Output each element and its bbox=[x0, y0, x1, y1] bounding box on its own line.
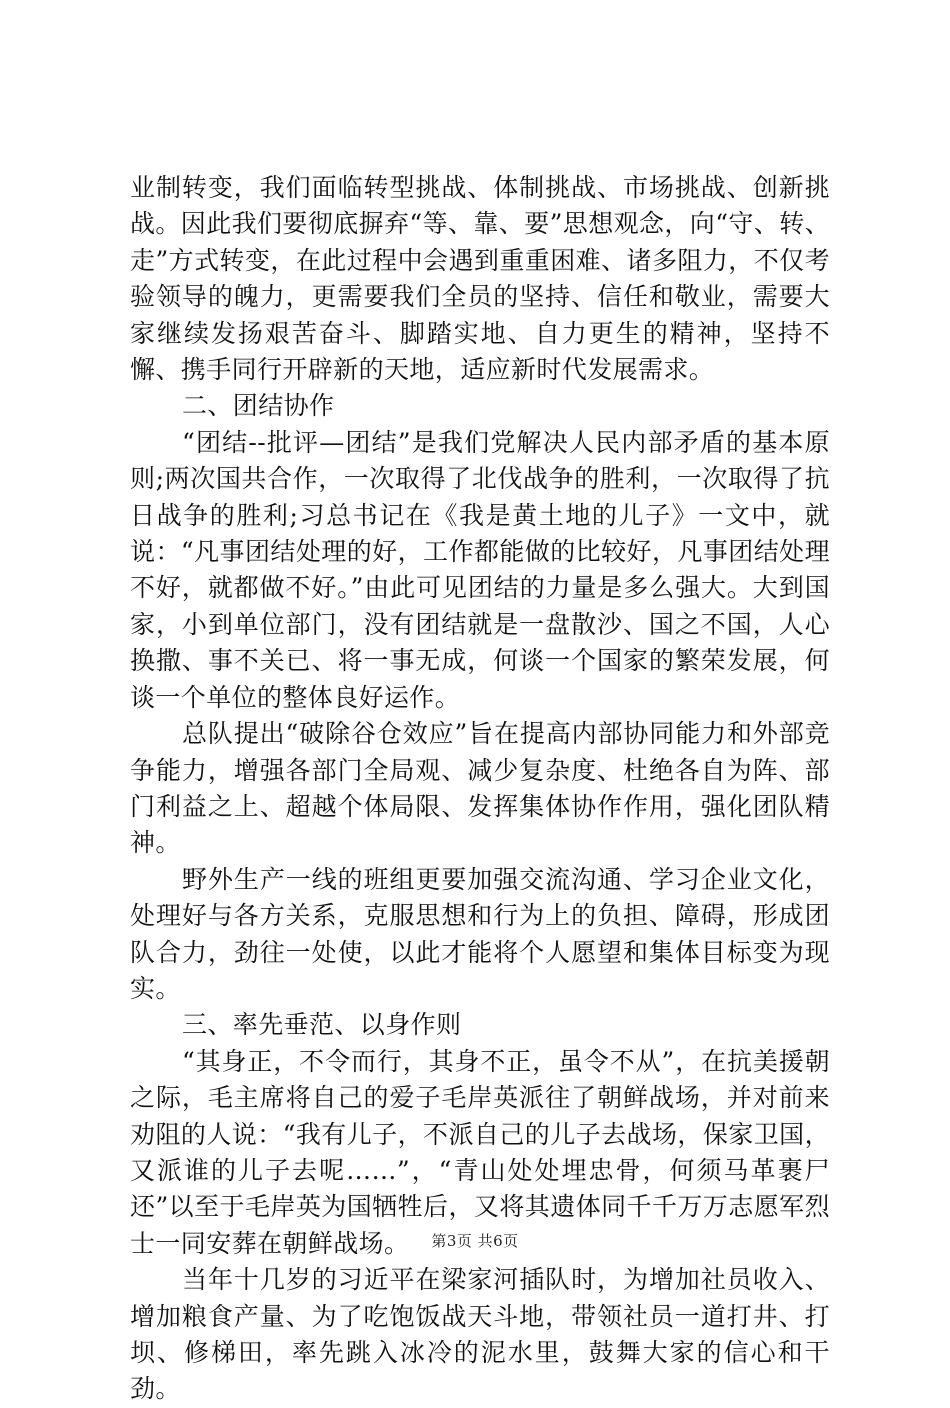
paragraph-field-teams: 野外生产一线的班组更要加强交流沟通、学习企业文化，处理好与各方关系，克服思想和行为上的负担、障碍，形成团队合力，劲往一处使，以此才能将个人愿望和集体目标变为现实。 bbox=[130, 864, 830, 1003]
page-footer bbox=[0, 1230, 950, 1251]
paragraph-unity-principle: “团结--批评—团结”是我们党解决人民内部矛盾的基本原则;两次国共合作，一次取得了北伐战争的胜利，一次取得了抗日战争的胜利;习总书记在《我是黄土地的儿子》一文中，就说：“凡事团结处理的好，工作都能做的比较好，凡事团结处理不好，就都做不好。”由此可见团结的力量是多么强大。大到国家，小到单位部门，没有团结就是一盘散沙、国之不国，人心换撒、事不关已、将一事无成，何谈一个国家的繁荣发展，何谈一个单位的整体良好运作。 bbox=[130, 427, 830, 712]
paragraph-silo-effect: 总队提出“破除谷仓效应”旨在提高内部协同能力和外部竞争能力，增强各部门全局观、减少复杂度、杜绝各自为阵、部门利益之上、超越个体局限、发挥集体协作作用，强化团队精神。 bbox=[130, 719, 830, 858]
paragraph-liangjiahe: 当年十几岁的习近平在梁家河插队时，为增加社员收入、增加粮食产量、为了吃饱饭战天斗地，带领社员一道打井、打坝、修梯田，率先跳入冰冷的泥水里，鼓舞大家的信心和干劲。 bbox=[130, 1265, 830, 1404]
paragraph-continuation: 业制转变，我们面临转型挑战、体制挑战、市场挑战、创新挑战。因此我们要彻底摒弃“等、靠、要”思想观念，向“守、转、走”方式转变，在此过程中会遇到重重困难、诸多阻力，不仅考验领导的魄力，更需要我们全员的坚持、信任和敬业，需要大家继续发扬艰苦奋斗、脚踏实地、自力更生的精神，坚持不懈、携手同行开辟新的天地，适应新时代发展需求。 bbox=[130, 173, 830, 385]
page-indicator: 第3页 共6页 bbox=[431, 1232, 519, 1250]
section-heading-unity: 二、团结协作 bbox=[182, 391, 335, 421]
document-body bbox=[130, 170, 830, 1408]
section-heading-lead-by-example: 三、率先垂范、以身作则 bbox=[182, 1010, 462, 1040]
paragraph-chairman-mao: “其身正，不令而行，其身不正，虽令不从”，在抗美援朝之际，毛主席将自己的爱子毛岸英派往了朝鲜战场，并对前来劝阻的人说：“我有儿子，不派自己的儿子去战场，保家卫国，又派谁的儿子去呢……”，“青山处处埋忠骨，何须马革裹尸还”以至于毛岸英为国牺牲后，又将其遗体同千千万万志愿军烈士一同安葬在朝鲜战场。 bbox=[130, 1046, 830, 1258]
